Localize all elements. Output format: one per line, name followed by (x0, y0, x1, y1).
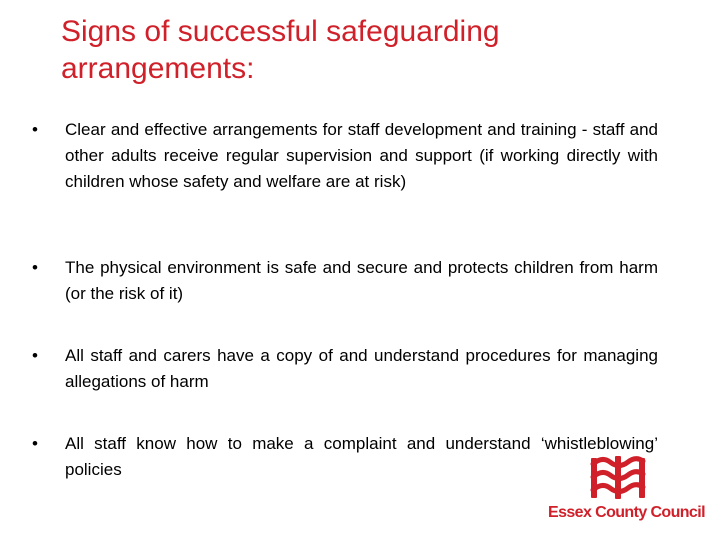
bullet-marker: • (32, 434, 38, 453)
slide-title: Signs of successful safeguarding arrangements: (61, 15, 500, 85)
bullet-text: All staff and carers have a copy of and understand procedures for managing allegations of harm (65, 346, 658, 391)
bullet-marker: • (32, 346, 38, 365)
bullet-text: Clear and effective arrangements for staff development and training - staff and other adults receive regular supervision and support (if working directly with children whose safety and welfare are at risk) (65, 120, 658, 191)
seaxes-emblem-icon (588, 452, 648, 502)
bullet-text: All staff know how to make a complaint and understand ‘whistleblowing’ policies (65, 434, 658, 479)
bullet-marker: • (32, 120, 38, 139)
essex-county-council-logo (548, 452, 718, 532)
logo-wordmark: Essex County Council (548, 504, 705, 521)
bullet-text: The physical environment is safe and secure and protects children from harm (or the risk of it) (65, 258, 658, 303)
bullet-marker: • (32, 258, 38, 277)
